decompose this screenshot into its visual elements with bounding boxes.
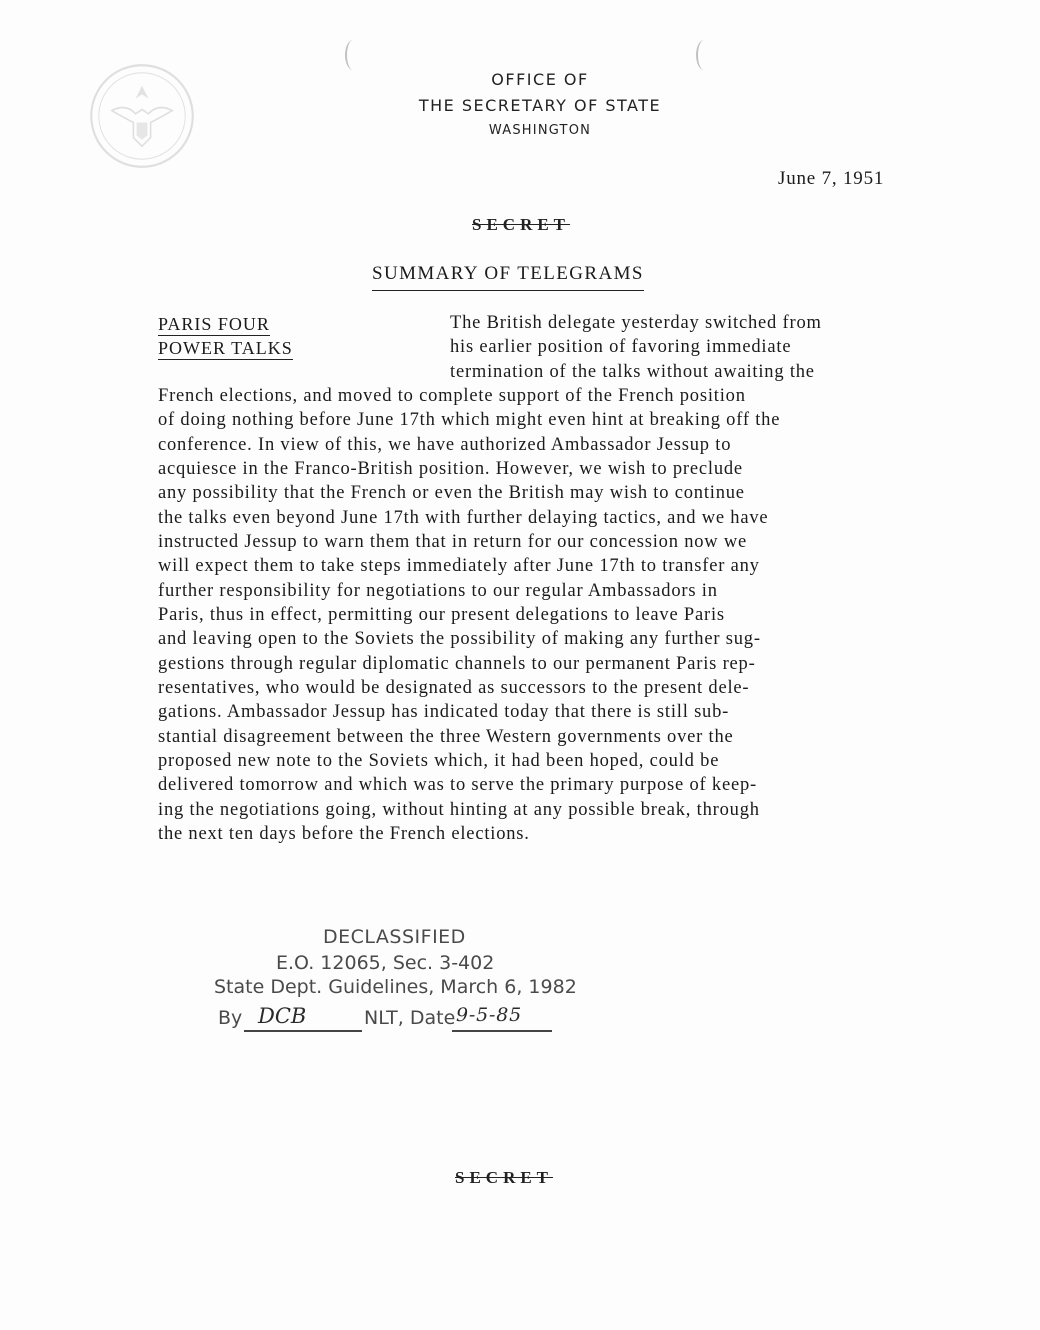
date-line [452, 1030, 552, 1032]
great-seal-emboss-icon [88, 62, 196, 170]
body-line: further responsibility for negotiations to our regular Ambassadors in [158, 581, 718, 601]
punch-mark-right [696, 40, 712, 70]
body-line: resentatives, who would be designated as successors to the present dele- [158, 678, 750, 698]
body-line: termination of the talks without awaiting the [450, 362, 815, 382]
document-date: June 7, 1951 [778, 168, 885, 189]
body-line: delivered tomorrow and which was to serve the primary purpose of keep- [158, 775, 758, 795]
body-line: conference. In view of this, we have authorized Ambassador Jessup to [158, 435, 732, 455]
body-line: and leaving open to the Soviets the possibility of making any further sug- [158, 629, 761, 649]
letterhead-secretary: THE SECRETARY OF STATE [418, 96, 662, 115]
body-line: his earlier position of favoring immediate [450, 337, 792, 357]
body-line: instructed Jessup to warn them that in return for our concession now we [158, 532, 748, 552]
body-line: The British delegate yesterday switched from [450, 313, 822, 333]
body-line: the talks even beyond June 17th with further delaying tactics, and we have [158, 508, 769, 528]
declassified-stamp-nlt-label: NLT, Date [364, 1007, 456, 1029]
declassifier-initials: DCB [258, 1004, 307, 1028]
body-line: any possibility that the French or even the British may wish to continue [158, 483, 745, 503]
letterhead-city: WASHINGTON [488, 123, 592, 138]
section-heading-line2: POWER TALKS [158, 338, 293, 358]
body-line: French elections, and moved to complete support of the French position [158, 386, 746, 406]
letterhead-office: OFFICE OF [491, 70, 589, 89]
classification-top: SECRET [472, 215, 571, 234]
declassified-stamp-guidelines: State Dept. Guidelines, March 6, 1982 [214, 976, 577, 998]
declassified-stamp-by-label: By [218, 1007, 243, 1029]
body-line: ing the negotiations going, without hinting at any possible break, through [158, 800, 760, 820]
body-line: acquiesce in the Franco-British position. However, we wish to preclude [158, 459, 743, 479]
declassified-stamp-order: E.O. 12065, Sec. 3-402 [276, 952, 495, 974]
body-line: will expect them to take steps immediately after June 17th to transfer any [158, 556, 760, 576]
classification-bottom: SECRET [455, 1168, 554, 1187]
initials-line [244, 1030, 362, 1032]
body-line: the next ten days before the French elections. [158, 824, 530, 844]
document-title: SUMMARY OF TELEGRAMS [372, 263, 644, 291]
punch-mark-left [345, 40, 361, 70]
body-line: gestions through regular diplomatic channels to our permanent Paris rep- [158, 654, 756, 674]
body-line: Paris, thus in effect, permitting our present delegations to leave Paris [158, 605, 725, 625]
declassified-stamp-title: DECLASSIFIED [323, 926, 466, 948]
declassified-date: 9-5-85 [456, 1004, 522, 1026]
body-line: gations. Ambassador Jessup has indicated today that there is still sub- [158, 702, 730, 722]
section-heading-line1: PARIS FOUR [158, 314, 270, 334]
body-line: stantial disagreement between the three Western governments over the [158, 727, 734, 747]
body-line: of doing nothing before June 17th which might even hint at breaking off the [158, 410, 781, 430]
body-line: proposed new note to the Soviets which, it had been hoped, could be [158, 751, 720, 771]
